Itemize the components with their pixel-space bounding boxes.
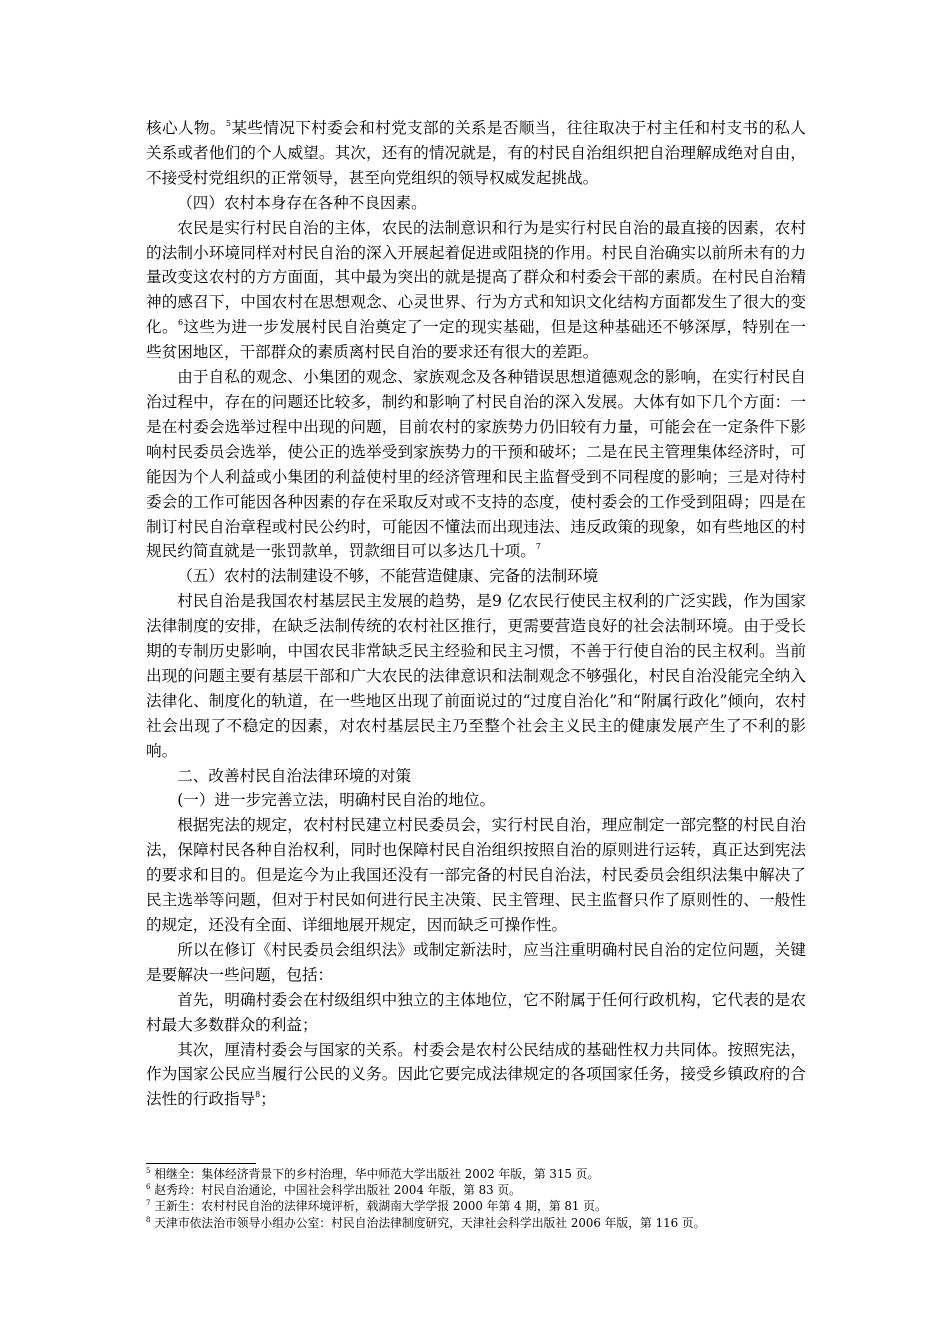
paragraph xyxy=(146,365,806,564)
paragraph-text: （五）农村的法制建设不够，不能营造健康、完备的法制环境 xyxy=(177,567,599,586)
paragraph-text: 其次，厘清村委会与国家的关系。村委会是农村公民结成的基础性权力共同体。按照宪法，作为国家公民应当履行公民的义务。因此它要完成法律规定的各项国家任务，接受乡镇政府的合法性的行政指导 xyxy=(146,1040,806,1109)
paragraph xyxy=(146,1038,806,1113)
paragraph-text: 核心人物。 xyxy=(146,119,226,137)
footnote-ref: 7 xyxy=(535,542,541,552)
paragraph-text: 村民自治是我国农村基层民主发展的趋势，是9 亿农民行使民主权利的广泛实践，作为国家法律制度的安排，在缺乏法制传统的农村社区推行，更需要营造良好的社会法制环境。由于受长期的专制历史影响，中国农民非常缺乏民主经验和民主习惯，不善于行使自治的民主权利。当前出现的问题主要有基层干部和广大农民的法律意识和法制观念不够强化，村民自治没能完全纳入法律化、制度化的轨道，在一些地区出现了前面说过的“过度自治化”和“附属行政化”倾向，农村社会出现了不稳定的因素，对农村基层民主乃至整个社会主义民主的健康发展产生了不利的影响。 xyxy=(146,592,806,760)
section-heading xyxy=(146,564,806,589)
footnote-ref: 8 xyxy=(255,1090,261,1100)
paragraph xyxy=(146,216,806,365)
section-heading xyxy=(146,788,806,813)
paragraph xyxy=(146,116,806,191)
paragraph-text: ； xyxy=(260,1090,276,1109)
body-text xyxy=(146,116,806,1112)
paragraph-text: 某些情况下村委会和村党支部的关系是否顺当，往往取决于村主任和村支书的私人关系或者他们的个人威望。其次，还有的情况就是，有的村民自治组织把自治理解成绝对自由，不接受村党组织的正常领导，甚至向党组织的领导权威发起挑战。 xyxy=(146,119,806,187)
footnote-number: 7 xyxy=(146,1199,151,1208)
footnote-separator xyxy=(146,1163,256,1164)
paragraph-text: 这些为进一步发展村民自治奠定了一定的现实基础，但是这种基础还不够深厚，特别在一些贫困地区，干部群众的素质离村民自治的要求还有很大的差距。 xyxy=(146,318,806,362)
paragraph xyxy=(146,589,806,763)
paragraph-text: 由于自私的观念、小集团的观念、家族观念及各种错误思想道德观念的影响，在实行村民自治过程中，存在的问题还比较多，制约和影响了村民自治的深入发展。大体有如下几个方面：一是在村委会选举过程中出现的问题，目前农村的家族势力仍旧较有力量，可能会在一定条件下影响村民委员会选举，使公正的选举受到家族势力的干预和破坏；二是在民主管理集体经济时，可能因为个人利益或小集团的利益使村里的经济管理和民主监督受到不同程度的影响；三是对待村委会的工作可能因各种因素的存在采取反对或不支持的态度，使村委会的工作受到阻碍；四是在制订村民自治章程或村民公约时，可能因不懂法而出现违法、违反政策的现象，如有些地区的村规民约简直就是一张罚款单，罚款细目可以多达几十项。 xyxy=(146,368,806,561)
footnote xyxy=(146,1182,826,1198)
paragraph-text: 根据宪法的规定，农村村民建立村民委员会，实行村民自治，理应制定一部完整的村民自治法，保障村民各种自治权利，同时也保障村民自治组织按照自治的原则进行运转，真正达到宪法的要求和目的。但是迄今为止我国还没有一部完备的村民自治法，村民委员会组织法集中解决了民主选举等问题，但对于村民如何进行民主决策、民主管理、民主监督只作了原则性的、一般性的规定，还没有全面、详细地展开规定，因而缺乏可操作性。 xyxy=(146,816,806,934)
footnote-text: 天津市依法治市领导小组办公室：村民自治法律制度研究，天津社会科学出版社 2006 年版，第 116 页。 xyxy=(150,1215,706,1230)
footnote xyxy=(146,1198,826,1214)
paragraph-text: (一）进一步完善立法，明确村民自治的地位。 xyxy=(177,791,496,810)
footnote-number: 6 xyxy=(146,1183,151,1192)
section-heading xyxy=(146,764,806,789)
paragraph xyxy=(146,988,806,1038)
paragraph xyxy=(146,938,806,988)
footnote-text: 相继全：集体经济背景下的乡村治理，华中师范大学出版社 2002 年版，第 315 页。 xyxy=(150,1167,600,1181)
paragraph xyxy=(146,813,806,938)
footnote-text: 王新生：农村村民自治的法律环境评析，载湖南大学学报 2000 年第 4 期，第 81 页。 xyxy=(150,1199,607,1214)
footnote xyxy=(146,1215,826,1231)
paragraph-text: 二、改善村民自治法律环境的对策 xyxy=(177,766,412,785)
footnote-ref: 6 xyxy=(177,318,184,328)
footnote-number: 5 xyxy=(146,1167,151,1175)
footnote-number: 8 xyxy=(146,1215,151,1224)
paragraph-text: 所以在修订《村民委员会组织法》或制定新法时，应当注重明确村民自治的定位问题，关键是要解决一些问题，包括： xyxy=(146,940,806,984)
footnotes xyxy=(146,1166,826,1231)
paragraph-text: （四）农村本身存在各种不良因素。 xyxy=(177,193,427,212)
section-heading xyxy=(146,191,806,216)
footnote-ref: 5 xyxy=(225,119,231,128)
paragraph-text: 首先，明确村委会在村级组织中独立的主体地位，它不附属于任何行政机构，它代表的是农村最大多数群众的利益； xyxy=(146,990,806,1034)
paragraph-text: 农民是实行村民自治的主体，农民的法制意识和行为是实行村民自治的最直接的因素，农村的法制小环境同样对村民自治的深入开展起着促进或阻挠的作用。村民自治确实以前所未有的力量改变这农村的方方面面，其中最为突出的就是提高了群众和村委会干部的素质。在村民自治精神的感召下，中国农村在思想观念、心灵世界、行为方式和知识文化结构方面都发生了很大的变化。 xyxy=(146,218,806,337)
footnote xyxy=(146,1166,826,1182)
footnote-text: 赵秀玲：村民自治通论，中国社会科学出版社 2004 年版，第 83 页。 xyxy=(150,1183,521,1198)
